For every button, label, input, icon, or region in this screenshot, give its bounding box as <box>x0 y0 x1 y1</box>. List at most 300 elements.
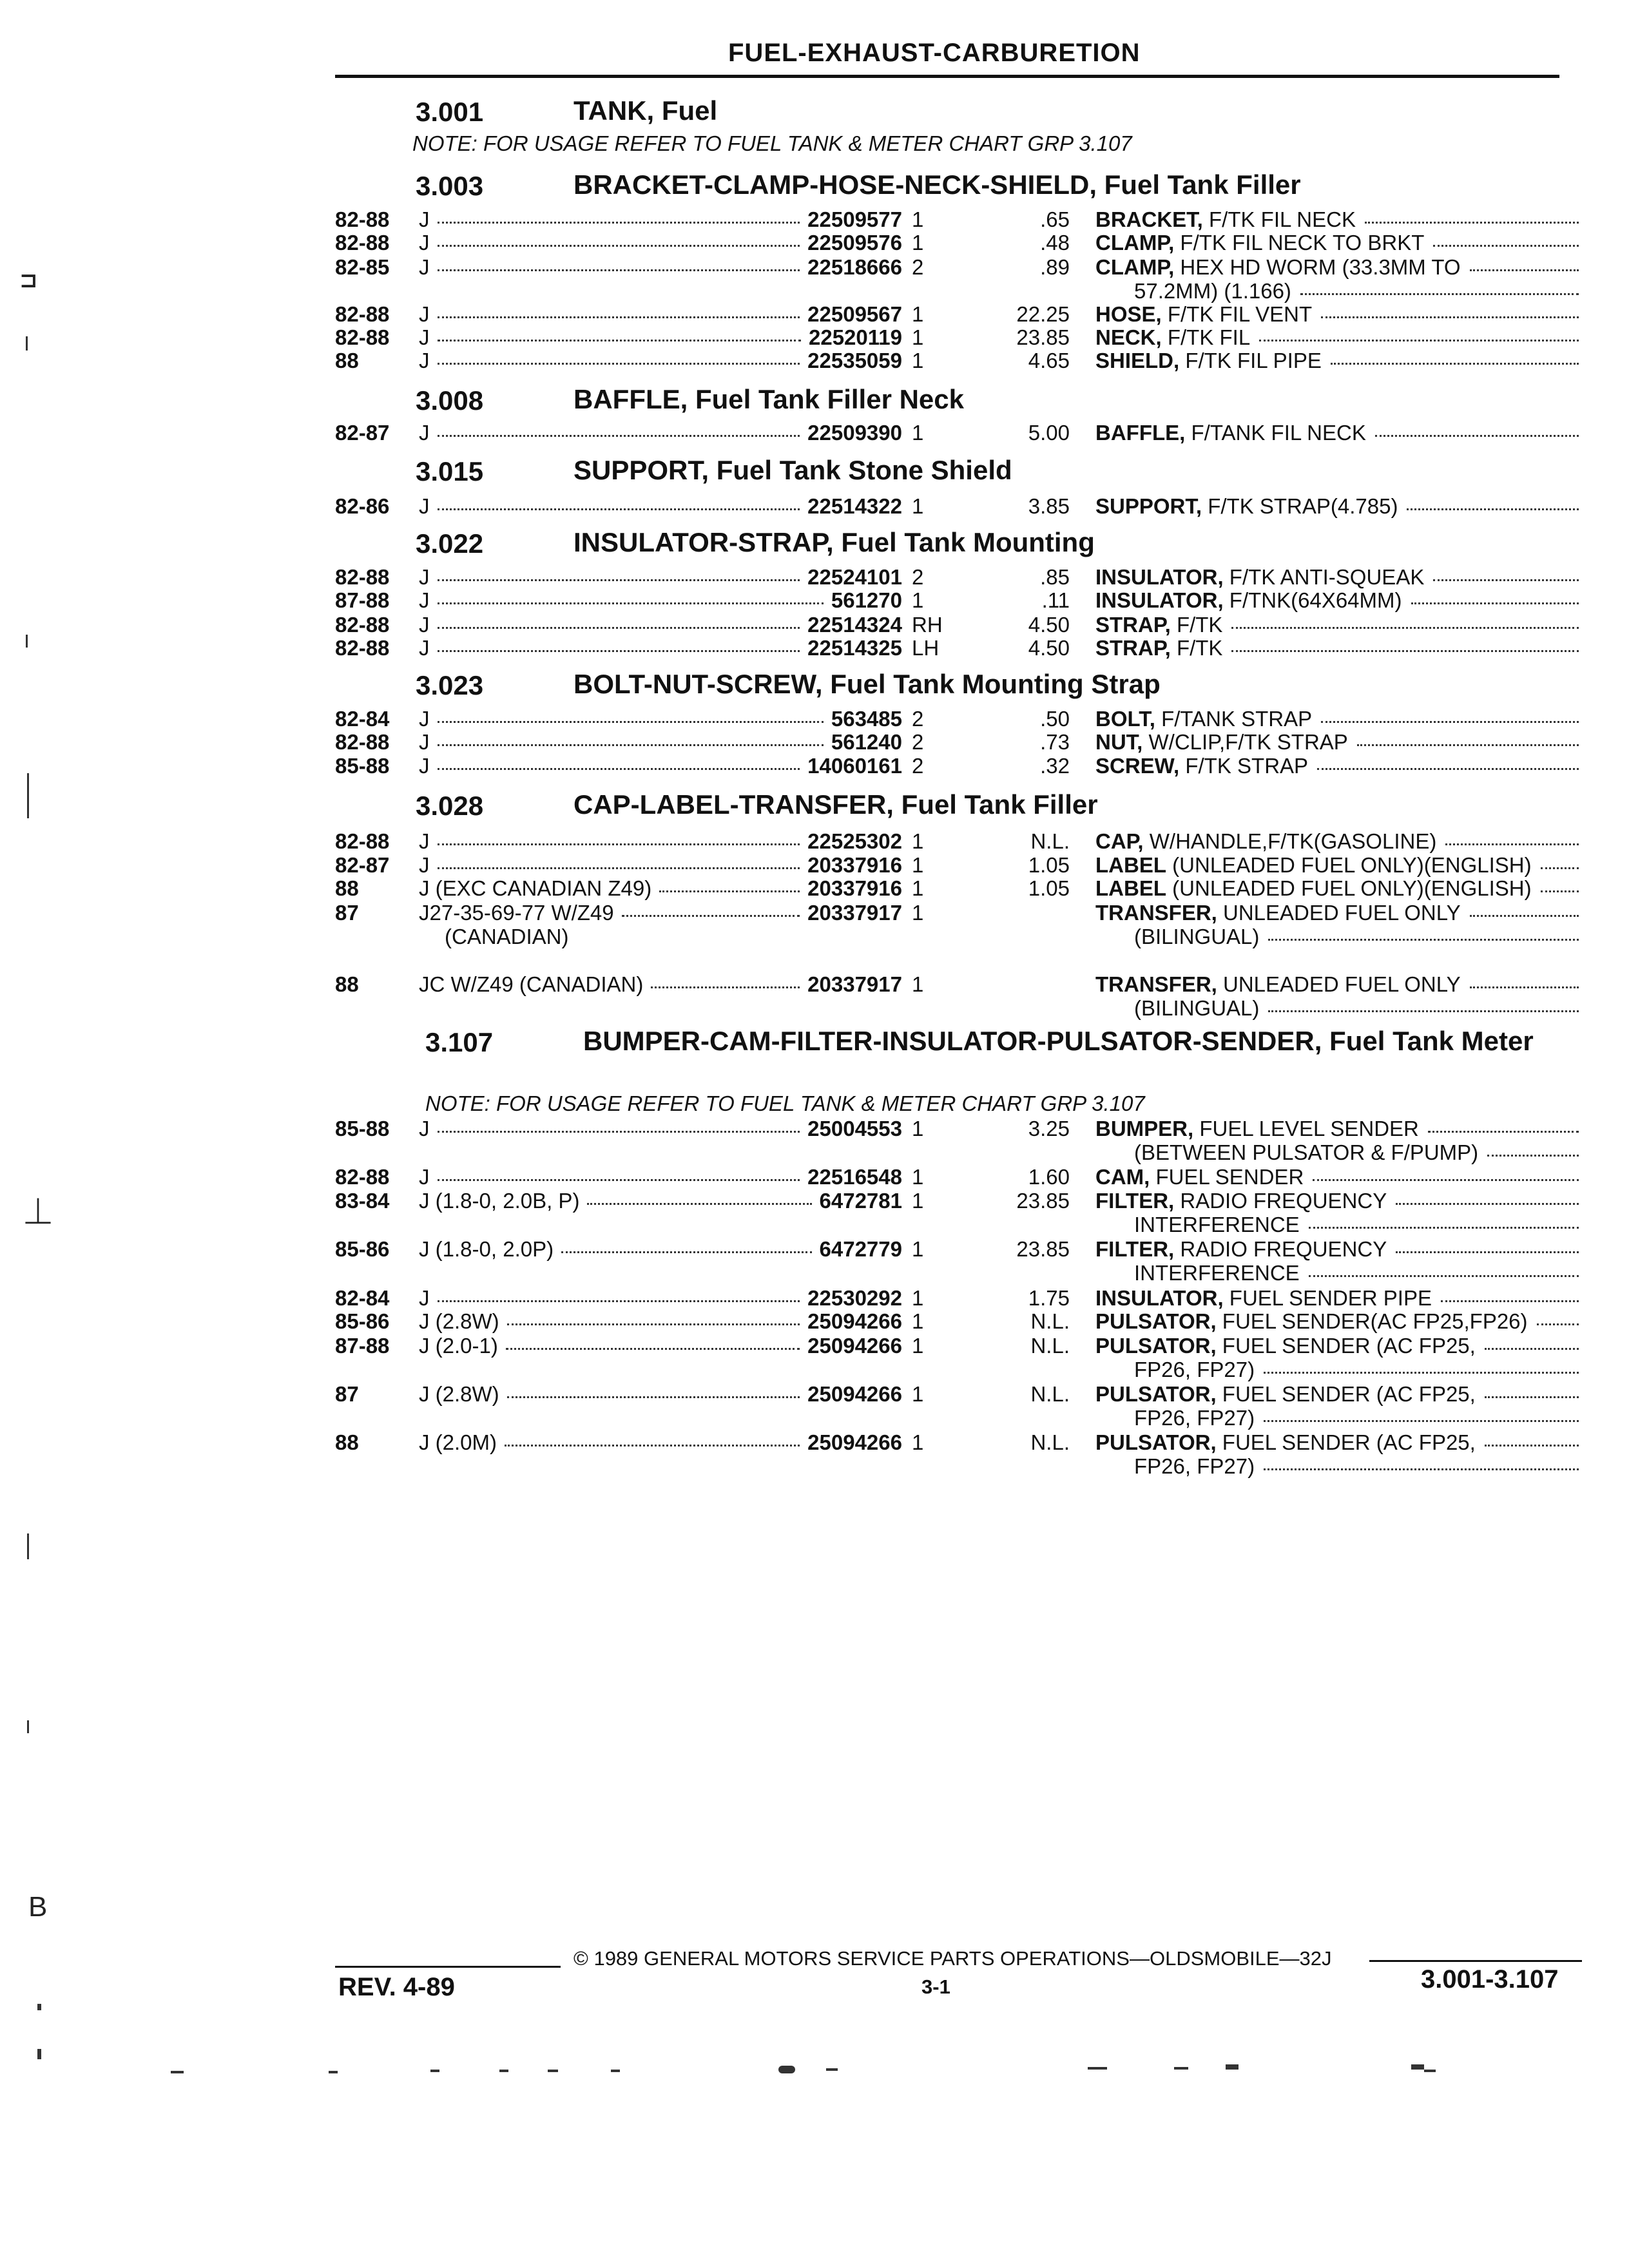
part-description <box>1095 231 1585 255</box>
model-years: 87 <box>335 901 359 925</box>
scan-artifact <box>27 1533 29 1559</box>
leader-dots <box>1541 890 1579 892</box>
leader-dots <box>438 843 800 845</box>
part-description <box>1095 1165 1585 1189</box>
model-series: J (2.0M) <box>419 1430 497 1454</box>
part-row-continuation <box>0 1454 1629 1480</box>
group-number: 3.003 <box>416 171 484 201</box>
scan-artifact <box>37 2049 41 2059</box>
scan-artifact <box>548 2070 558 2072</box>
leader-dots <box>438 316 800 318</box>
leader-dots <box>1268 1010 1579 1012</box>
part-row <box>0 972 1629 998</box>
description-text: FUEL SENDER (AC FP25, <box>1222 1382 1476 1406</box>
part-name: CAM, <box>1095 1165 1150 1189</box>
part-name: SHIELD, <box>1095 349 1180 372</box>
model-series: J <box>419 325 430 349</box>
part-number: 22509390 <box>807 421 902 445</box>
model-series: J <box>419 829 430 853</box>
description-text: UNLEADED FUEL ONLY <box>1223 901 1461 925</box>
leader-dots <box>1433 579 1579 581</box>
part-name: INSULATOR, <box>1095 1286 1224 1310</box>
footer-rule <box>335 1966 561 1968</box>
leader-dots <box>1231 627 1579 629</box>
group-number: 3.107 <box>425 1027 494 1057</box>
model-years: 82-88 <box>335 565 390 589</box>
margin-letter: B <box>28 1891 48 1923</box>
model-years: 82-88 <box>335 730 390 754</box>
description-text: F/TANK STRAP <box>1161 707 1313 731</box>
list-price: 1.60 <box>1028 1165 1070 1189</box>
description-text: F/TK STRAP(4.785) <box>1208 494 1398 518</box>
model-series: J <box>419 1286 430 1310</box>
model-series: J <box>419 588 430 612</box>
model-years: 82-85 <box>335 255 390 279</box>
model-years: 82-88 <box>335 613 390 637</box>
part-row <box>0 901 1629 927</box>
list-price: 1.05 <box>1028 876 1070 900</box>
part-row <box>0 255 1629 281</box>
usage-note: NOTE: FOR USAGE REFER TO FUEL TANK & METER CHART GRP 3.107 <box>425 1091 1145 1115</box>
group-number: 3.028 <box>416 791 484 821</box>
leader-dots <box>438 721 824 723</box>
part-number: 22520119 <box>808 325 902 349</box>
model-series: J (2.8W) <box>419 1309 499 1333</box>
part-description <box>1095 972 1585 997</box>
part-number: 561240 <box>831 730 902 754</box>
leader-dots <box>659 890 800 892</box>
part-name: FILTER, <box>1095 1237 1175 1261</box>
list-price: .73 <box>1040 730 1070 754</box>
part-row <box>0 1309 1629 1335</box>
part-description <box>1095 421 1585 445</box>
leader-dots <box>1487 1155 1579 1157</box>
model-years: 88 <box>335 972 359 996</box>
part-row <box>0 853 1629 879</box>
part-number: 22509576 <box>807 231 902 255</box>
model-series: J <box>419 613 430 637</box>
model-series: J <box>419 1117 430 1140</box>
group-number: 3.023 <box>416 670 484 700</box>
leader-dots <box>1313 1179 1579 1181</box>
part-row <box>0 421 1629 447</box>
model-years: 85-88 <box>335 1117 390 1140</box>
list-price: 3.25 <box>1028 1117 1070 1140</box>
part-description <box>1095 1334 1585 1358</box>
list-price: 5.00 <box>1028 421 1070 445</box>
page-header <box>335 37 1559 78</box>
part-row <box>0 494 1629 520</box>
leader-dots <box>1375 435 1579 437</box>
leader-dots <box>587 1203 811 1205</box>
part-row <box>0 325 1629 351</box>
description-text: HEX HD WORM (33.3MM TO <box>1180 255 1461 279</box>
part-row-continuation <box>0 1261 1629 1287</box>
description-text: F/TK <box>1176 636 1223 660</box>
part-number: 14060161 <box>807 754 902 778</box>
scan-artifact <box>1424 2070 1436 2072</box>
leader-dots <box>651 986 800 988</box>
model-series: J27-35-69-77 W/Z49 <box>419 901 614 925</box>
part-name: STRAP, <box>1095 636 1171 660</box>
quantity: 1 <box>912 588 924 612</box>
model-years: 82-88 <box>335 302 390 326</box>
leader-dots <box>1411 602 1579 604</box>
model-series: J (EXC CANADIAN Z49) <box>419 876 652 900</box>
part-description <box>1095 613 1585 637</box>
part-number: 22514322 <box>807 494 902 518</box>
model-years: 88 <box>335 349 359 372</box>
list-price: 1.05 <box>1028 853 1070 877</box>
scan-artifact <box>1174 2067 1188 2070</box>
quantity: 1 <box>912 421 924 445</box>
leader-dots <box>1485 1396 1579 1398</box>
leader-dots <box>1441 1300 1579 1302</box>
part-name: SUPPORT, <box>1095 494 1202 518</box>
leader-dots <box>507 1323 800 1325</box>
list-price: 1.75 <box>1028 1286 1070 1310</box>
model-years: 82-88 <box>335 1165 390 1189</box>
quantity: 1 <box>912 1286 924 1310</box>
part-row-continuation <box>0 925 1629 950</box>
description-text: FUEL SENDER PIPE <box>1229 1286 1432 1310</box>
part-row <box>0 636 1629 662</box>
model-years: 82-88 <box>335 829 390 853</box>
part-row <box>0 565 1629 591</box>
part-row <box>0 707 1629 733</box>
leader-dots <box>1537 1323 1579 1325</box>
leader-dots <box>1470 915 1579 917</box>
quantity: 2 <box>912 730 924 754</box>
description-cont: 57.2MM) (1.166) <box>1134 279 1291 303</box>
part-description <box>1095 1117 1585 1141</box>
part-name: INSULATOR, <box>1095 565 1224 589</box>
leader-dots <box>438 744 824 746</box>
leader-dots <box>1445 843 1579 845</box>
part-description <box>1095 853 1585 878</box>
leader-dots <box>438 245 800 247</box>
part-number: 25094266 <box>807 1334 902 1358</box>
description-text: F/TK FIL NECK <box>1209 207 1356 231</box>
leader-dots <box>1433 245 1579 247</box>
list-price: .89 <box>1040 255 1070 279</box>
model-years: 87 <box>335 1382 359 1406</box>
quantity: 1 <box>912 1334 924 1358</box>
model-series: JC W/Z49 (CANADIAN) <box>419 972 644 996</box>
part-number: 25094266 <box>807 1309 902 1333</box>
model-years: 82-88 <box>335 325 390 349</box>
description-text: W/HANDLE,F/TK(GASOLINE) <box>1149 829 1437 853</box>
part-description <box>1095 707 1585 731</box>
scan-artifact <box>611 2070 620 2072</box>
quantity: 2 <box>912 707 924 731</box>
model-years: 82-88 <box>335 207 390 231</box>
description-text: (UNLEADED FUEL ONLY)(ENGLISH) <box>1172 853 1532 877</box>
part-row <box>0 231 1629 256</box>
group-range: 3.001-3.107 <box>1421 1965 1559 1994</box>
leader-dots <box>1396 1251 1579 1253</box>
group-name: SUPPORT, Fuel Tank Stone Shield <box>574 455 1012 485</box>
part-row <box>0 829 1629 855</box>
part-description <box>1095 494 1585 519</box>
part-number: 22518666 <box>807 255 902 279</box>
part-number: 22514325 <box>807 636 902 660</box>
list-price: 23.85 <box>1016 1237 1070 1261</box>
quantity: 1 <box>912 231 924 255</box>
model-years: 82-84 <box>335 707 390 731</box>
list-price: .65 <box>1040 207 1070 231</box>
part-row-continuation <box>0 1213 1629 1238</box>
leader-dots <box>1309 1227 1579 1229</box>
part-name: PULSATOR, <box>1095 1382 1217 1406</box>
description-text: F/TANK FIL NECK <box>1191 421 1366 445</box>
description-text: F/TK STRAP <box>1185 754 1309 778</box>
part-name: CLAMP, <box>1095 255 1175 279</box>
model-series: J <box>419 707 430 731</box>
group-name: BRACKET-CLAMP-HOSE-NECK-SHIELD, Fuel Tank Filler <box>574 169 1301 200</box>
quantity: 1 <box>912 1309 924 1333</box>
part-row-continuation <box>0 996 1629 1022</box>
part-number: 561270 <box>831 588 902 612</box>
part-number: 22535059 <box>807 349 902 372</box>
quantity: 1 <box>912 1165 924 1189</box>
part-number: 22524101 <box>807 565 902 589</box>
leader-dots <box>1470 986 1579 988</box>
description-text: RADIO FREQUENCY <box>1180 1237 1387 1261</box>
part-name: HOSE, <box>1095 302 1162 326</box>
description-text: W/CLIP,F/TK STRAP <box>1148 730 1348 754</box>
part-row-continuation <box>0 1140 1629 1166</box>
leader-dots <box>1264 1372 1579 1374</box>
scan-artifact <box>1411 2064 1424 2070</box>
part-number: 22509577 <box>807 207 902 231</box>
leader-dots <box>1321 721 1579 723</box>
list-price: .11 <box>1041 588 1070 612</box>
page-number: 3-1 <box>921 1975 950 1998</box>
quantity: 1 <box>912 325 924 349</box>
description-text: F/TK FIL VENT <box>1167 302 1313 326</box>
part-row <box>0 1165 1629 1191</box>
description-text: FUEL SENDER (AC FP25, <box>1222 1430 1476 1454</box>
part-description <box>1095 730 1585 754</box>
part-row-continuation <box>0 1358 1629 1383</box>
model-series: J (1.8-0, 2.0B, P) <box>419 1189 580 1213</box>
description-text: F/TK ANTI-SQUEAK <box>1229 565 1425 589</box>
leader-dots <box>438 222 800 224</box>
model-series: J (2.8W) <box>419 1382 499 1406</box>
part-row <box>0 730 1629 756</box>
model-years: 82-87 <box>335 421 390 445</box>
model-years: 85-86 <box>335 1237 390 1261</box>
group-name: BUMPER-CAM-FILTER-INSULATOR-PULSATOR-SENDER, Fuel Tank Meter <box>583 1026 1534 1056</box>
part-number: 563485 <box>831 707 902 731</box>
quantity: 1 <box>912 1430 924 1454</box>
group-name: CAP-LABEL-TRANSFER, Fuel Tank Filler <box>574 789 1098 820</box>
quantity: 1 <box>912 349 924 372</box>
list-price: .50 <box>1040 707 1070 731</box>
model-series: J <box>419 255 430 279</box>
list-price: .85 <box>1040 565 1070 589</box>
model-years: 82-84 <box>335 1286 390 1310</box>
model-years: 85-88 <box>335 754 390 778</box>
model-years: 82-88 <box>335 636 390 660</box>
part-row <box>0 302 1629 328</box>
leader-dots <box>1396 1203 1579 1205</box>
model-series: J <box>419 421 430 445</box>
list-price: 4.50 <box>1028 636 1070 660</box>
part-name: STRAP, <box>1095 613 1171 637</box>
description-text: RADIO FREQUENCY <box>1180 1189 1387 1213</box>
model-years: 88 <box>335 1430 359 1454</box>
leader-dots <box>438 340 801 341</box>
part-name: PULSATOR, <box>1095 1334 1217 1358</box>
quantity: 1 <box>912 207 924 231</box>
part-row <box>0 754 1629 780</box>
leader-dots <box>1264 1468 1579 1470</box>
group-name: TANK, Fuel <box>574 95 718 126</box>
model-series: J <box>419 730 430 754</box>
part-description <box>1095 565 1585 590</box>
part-number: 22509567 <box>807 302 902 326</box>
part-number: 25094266 <box>807 1430 902 1454</box>
list-price: N.L. <box>1030 1309 1070 1333</box>
group-number: 3.022 <box>416 528 484 559</box>
leader-dots <box>507 1396 800 1398</box>
list-price: N.L. <box>1030 1334 1070 1358</box>
scan-artifact: ⏊ <box>26 1199 51 1226</box>
list-price: .48 <box>1040 231 1070 255</box>
part-row <box>0 1430 1629 1456</box>
part-number: 6472779 <box>819 1237 902 1261</box>
part-number: 6472781 <box>819 1189 902 1213</box>
description-cont: (BETWEEN PULSATOR & F/PUMP) <box>1134 1140 1479 1164</box>
part-name: LABEL <box>1095 853 1166 877</box>
part-number: 20337917 <box>807 901 902 925</box>
scan-artifact <box>27 1720 29 1733</box>
part-description <box>1095 1382 1585 1407</box>
revision-label: REV. 4-89 <box>338 1973 455 2001</box>
scan-artifact <box>26 336 28 351</box>
part-name: FILTER, <box>1095 1189 1175 1213</box>
quantity: RH <box>912 613 943 637</box>
quantity: 1 <box>912 1382 924 1406</box>
part-row-continuation <box>0 279 1629 305</box>
part-row <box>0 1286 1629 1312</box>
part-name: CLAMP, <box>1095 231 1175 255</box>
quantity: 1 <box>912 1189 924 1213</box>
group-number: 3.001 <box>416 97 484 127</box>
leader-dots <box>1231 650 1579 652</box>
leader-dots <box>1541 867 1579 869</box>
part-description <box>1095 588 1585 613</box>
description-cont: INTERFERENCE <box>1134 1261 1300 1285</box>
part-row <box>0 588 1629 614</box>
model-series-cont: (CANADIAN) <box>445 925 569 948</box>
leader-dots <box>438 627 800 629</box>
part-description <box>1095 876 1585 901</box>
model-years: 82-87 <box>335 853 390 877</box>
model-series: J <box>419 302 430 326</box>
part-number: 20337917 <box>807 972 902 996</box>
model-years: 82-86 <box>335 494 390 518</box>
scan-artifact <box>778 2066 795 2073</box>
part-description <box>1095 302 1585 327</box>
part-row <box>0 1334 1629 1360</box>
scan-artifact <box>329 2071 338 2073</box>
section-title: FUEL-EXHAUST-CARBURETION <box>728 39 1141 67</box>
description-text: F/TK FIL <box>1167 325 1251 349</box>
part-description <box>1095 1237 1585 1262</box>
leader-dots <box>438 508 800 510</box>
part-row <box>0 349 1629 374</box>
part-name: LABEL <box>1095 876 1166 900</box>
scan-artifact <box>1088 2067 1107 2070</box>
part-description <box>1095 636 1585 660</box>
description-text: F/TNK(64X64MM) <box>1229 588 1402 612</box>
part-row <box>0 207 1629 233</box>
part-description <box>1095 1430 1585 1455</box>
description-text: UNLEADED FUEL ONLY <box>1223 972 1461 996</box>
part-number: 22530292 <box>807 1286 902 1310</box>
part-row <box>0 1189 1629 1215</box>
description-text: F/TK <box>1176 613 1223 637</box>
scan-artifact <box>26 635 28 648</box>
model-series: J <box>419 1165 430 1189</box>
model-series: J <box>419 636 430 660</box>
leader-dots <box>438 650 800 652</box>
part-name: PULSATOR, <box>1095 1430 1217 1454</box>
list-price: 22.25 <box>1016 302 1070 326</box>
scan-artifact <box>430 2070 439 2072</box>
leader-dots <box>1470 269 1579 271</box>
leader-dots <box>561 1251 811 1253</box>
part-row <box>0 1237 1629 1263</box>
list-price: .32 <box>1040 754 1070 778</box>
group-number: 3.008 <box>416 385 484 416</box>
part-description <box>1095 255 1585 280</box>
quantity: 2 <box>912 754 924 778</box>
group-name: BOLT-NUT-SCREW, Fuel Tank Mounting Strap <box>574 669 1161 699</box>
model-series: J <box>419 565 430 589</box>
quantity: 1 <box>912 1237 924 1261</box>
part-row <box>0 613 1629 639</box>
part-name: TRANSFER, <box>1095 972 1217 996</box>
leader-dots <box>438 269 800 271</box>
leader-dots <box>1321 316 1579 318</box>
list-price: N.L. <box>1030 1382 1070 1406</box>
part-number: 22516548 <box>807 1165 902 1189</box>
description-cont: (BILINGUAL) <box>1134 925 1260 948</box>
scan-artifact <box>37 2004 41 2010</box>
model-series: J <box>419 231 430 255</box>
description-text: FUEL SENDER <box>1155 1165 1304 1189</box>
part-description <box>1095 829 1585 854</box>
quantity: 1 <box>912 853 924 877</box>
part-row <box>0 1382 1629 1408</box>
group-number: 3.015 <box>416 456 484 486</box>
model-years: 83-84 <box>335 1189 390 1213</box>
scan-artifact: ⊐ <box>19 268 38 293</box>
quantity: 1 <box>912 302 924 326</box>
leader-dots <box>1485 1348 1579 1350</box>
model-years: 87-88 <box>335 1334 390 1358</box>
model-series: J <box>419 207 430 231</box>
part-name: NECK, <box>1095 325 1162 349</box>
part-name: SCREW, <box>1095 754 1180 778</box>
part-name: TRANSFER, <box>1095 901 1217 925</box>
leader-dots <box>1331 363 1579 365</box>
part-description <box>1095 1286 1585 1311</box>
